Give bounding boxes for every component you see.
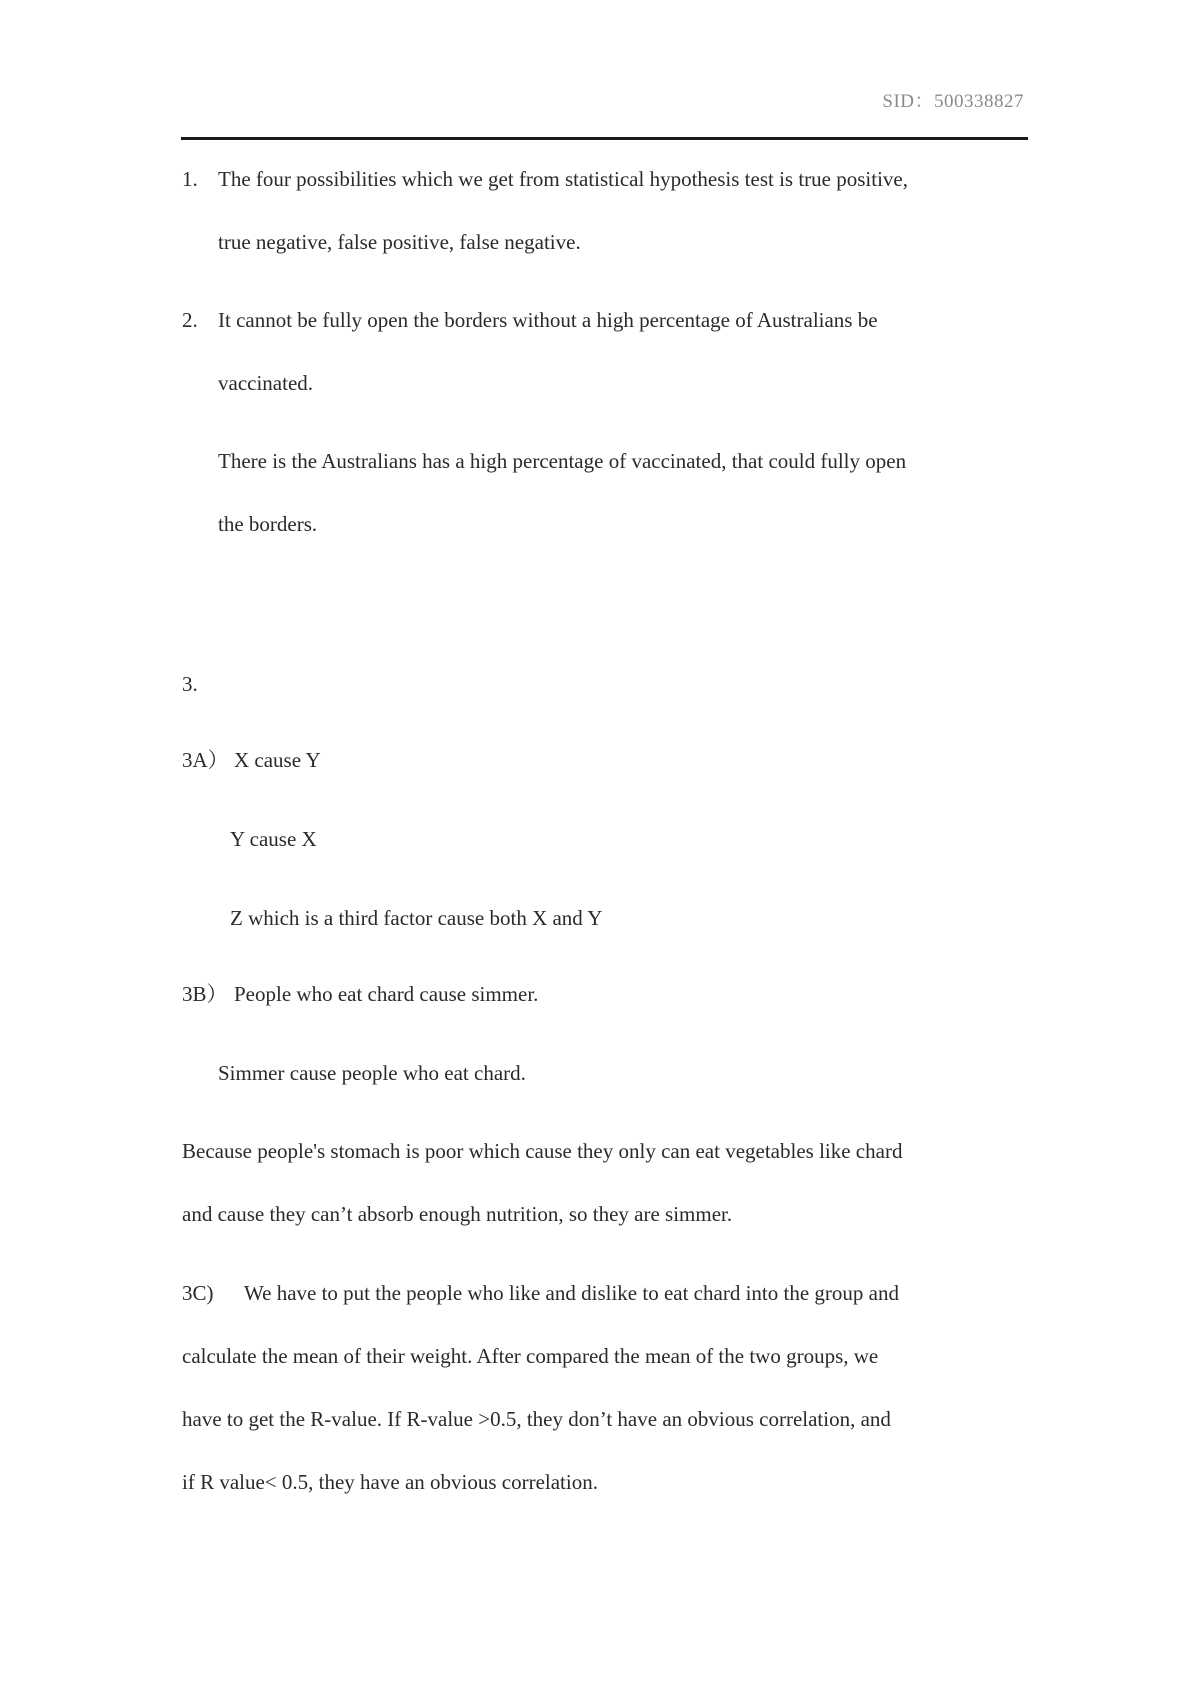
question-3a-line-1: X cause Y	[234, 748, 321, 772]
question-3c-line-2: calculate the mean of their weight. After compared the mean of the two groups, we	[182, 1344, 879, 1368]
question-3-number: 3.	[182, 672, 198, 696]
header-divider	[181, 137, 1028, 140]
question-3b-line-4: and cause they can’t absorb enough nutrition, so they are simmer.	[182, 1202, 733, 1226]
question-3b-line-2: Simmer cause people who eat chard.	[218, 1061, 526, 1085]
question-3b-line-3: Because people's stomach is poor which cause they only can eat vegetables like chard	[182, 1139, 903, 1163]
question-1-line-1: The four possibilities which we get from statistical hypothesis test is true positive,	[218, 167, 908, 191]
question-2-line-1: It cannot be fully open the borders without a high percentage of Australians be	[218, 308, 878, 332]
question-3c-line-4: if R value< 0.5, they have an obvious correlation.	[182, 1470, 598, 1494]
question-3a-line-2: Y cause X	[230, 827, 317, 851]
question-2-line-2: vaccinated.	[218, 371, 314, 395]
question-3a-label: 3A）	[182, 748, 229, 772]
question-3c-label: 3C)	[182, 1281, 214, 1305]
question-3a-line-3: Z which is a third factor cause both X and Y	[230, 906, 603, 930]
question-2-line-4: the borders.	[218, 512, 318, 536]
question-2-line-3: There is the Australians has a high percentage of vaccinated, that could fully open	[218, 449, 907, 473]
question-3c-line-3: have to get the R-value. If R-value >0.5, they don’t have an obvious correlation, and	[182, 1407, 891, 1431]
question-3b-label: 3B）	[182, 982, 228, 1006]
question-2-number: 2.	[182, 308, 198, 332]
question-1-line-2: true negative, false positive, false negative.	[218, 230, 581, 254]
question-3b-line-1: People who eat chard cause simmer.	[234, 982, 539, 1006]
student-id: SID：500338827	[882, 91, 1024, 112]
question-1-number: 1.	[182, 167, 198, 191]
question-3c-line-1: We have to put the people who like and dislike to eat chard into the group and	[244, 1281, 899, 1305]
